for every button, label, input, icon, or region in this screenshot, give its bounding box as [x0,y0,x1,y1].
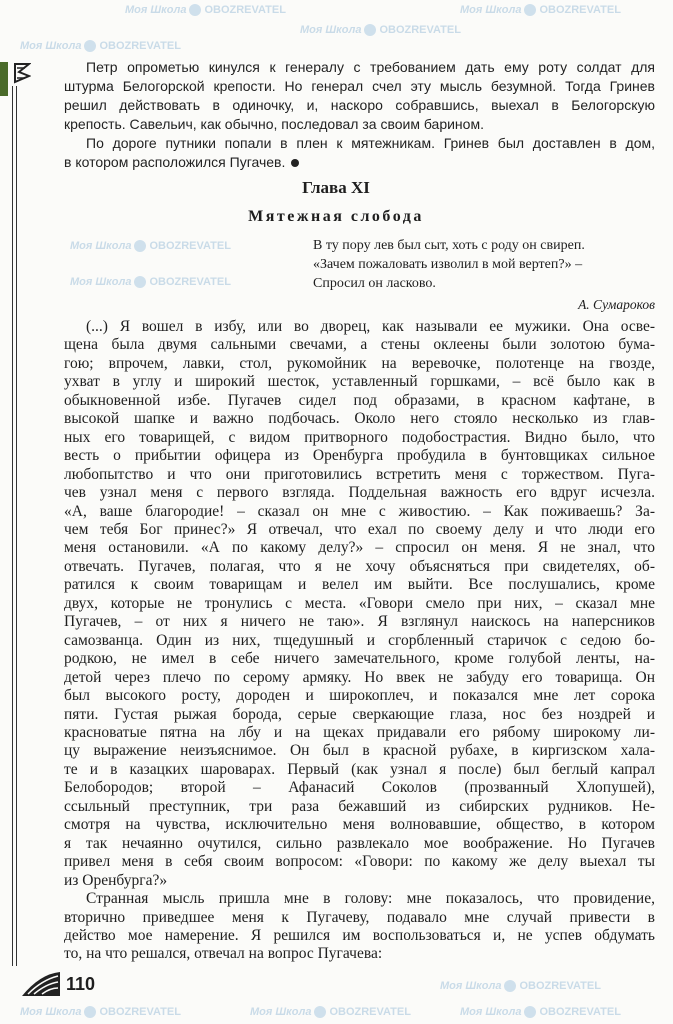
watermark-logo-icon [134,276,146,288]
text-line: вторично приведшее меня к Пугачеву, подавало мне случай привести в [64,908,655,926]
watermark [70,240,231,253]
epigraph-author: А. Сумароков [578,297,655,312]
summary-line: решил действовать в одиночку, и, наскоро собравшись, выехал в Белогорскую [64,97,655,113]
watermark-school: Моя Школа [460,4,522,16]
summary-line-final [64,153,655,172]
watermark [70,276,231,289]
left-edge-green-tab [0,62,8,96]
text-line: «А, ваше благородие! – сказал он мне с живостию. – Как поживаешь? За- [64,502,655,520]
watermark-brand: OBOZREVATEL [539,1006,621,1018]
end-bullet-icon [291,159,299,167]
watermark [20,40,181,53]
watermark [20,1006,181,1019]
text-line: родкою, не имел в себе ничего замечательного, кроме голубой ленты, на- [64,650,655,668]
watermark-logo-icon [524,1006,536,1018]
chapter-title: Мятежная слобода [248,208,424,225]
text-line: я так нечаянно очутился, сильно развлекало мое воображение. Но Пугачев [64,834,655,852]
watermark [125,4,286,17]
margin-double-rule [12,86,17,966]
watermark-brand: OBOZREVATEL [519,980,601,992]
text-line: ссыльный преступник, три раза бежавший из сибирских рудников. Не- [64,797,655,815]
summary-line-text: в котором расположился Пугачев. [64,154,286,170]
watermark-school: Моя Школа [440,980,502,992]
text-line: высокой шапке и важно подбочась. Около него стояло несколько из глав- [64,410,655,428]
text-line: весть о прибытии офицера из Оренбурга пробудила в бунтовщиках сильное [64,447,655,465]
text-line: то, на что решался, отвечал на вопрос Пугачева: [64,945,383,963]
feather-ornament-icon [13,62,31,84]
text-line: те и в казацких шароварах. Первый (как узнал я после) был беглый капрал [64,760,655,778]
watermark-school: Моя Школа [70,276,132,288]
watermark-brand: OBOZREVATEL [204,4,286,16]
text-line: щена была двумя сальными свечами, а стены оклеены были золотою бума- [64,336,655,354]
text-line: детой через плечо по серому армяку. Но ввек не забуду его товарища. Он [64,668,655,686]
watermark-brand: OBOZREVATEL [329,1006,411,1018]
text-line: Пугачев, – от них я ничего не таю». Я взглянул наискось на наперсников [64,613,655,631]
text-line: из Оренбурга?» [64,871,168,889]
text-line: смотря на чувства, исключительно меня волновавшие, общество, в котором [64,816,655,834]
text-line: гою; впрочем, лавки, стол, рукомойник на веревочке, полотенце на гвозде, [64,354,655,372]
watermark-school: Моя Школа [460,1006,522,1018]
page-number: 110 [66,974,96,994]
watermark-school: Моя Школа [20,1006,82,1018]
watermark [300,24,461,37]
text-line: (...) Я вошел в избу, или во дворец, как называли ее мужики. Она осве- [86,318,655,335]
text-line: ных его товарищей, с видом притворного подобострастия. Видно было, что [64,428,655,446]
text-line: меня остановили. «А по какому делу?» – спросил он меня. Я не знал, что [64,539,655,557]
summary-line: штурма Белогорской крепости. Но генерал счел эту мысль безумной. Тогда Гринев [64,78,655,94]
text-line: действо мое намерение. Я решился им воспользоваться и, не успев обдумать [64,926,655,944]
text-line: ратился к своим товарищам и велел им выйти. Все послушались, кроме [64,576,655,594]
text-line: самозванца. Один из них, тщедушный и сгорбленный старичок с седою бо- [64,631,655,649]
watermark-school: Моя Школа [20,40,82,52]
summary-line: По дороге путники попали в плен к мятежникам. Гринев был доставлен в дом, [86,135,655,151]
text-line: чем тебя Бог принес?» Я отвечал, что ехал по своему делу и что люди его [64,520,655,538]
epigraph-line: В ту пору лев был сыт, хоть с роду он свиреп. [313,238,585,253]
watermark-school: Моя Школа [300,24,362,36]
epigraph-line: Спросил он ласково. [313,276,436,291]
epigraph [313,236,585,293]
text-line: цу выражение неизъяснимое. Он был в красной рубахе, в киргизском хала- [64,742,655,760]
watermark-logo-icon [524,4,536,16]
watermark-brand: OBOZREVATEL [99,1006,181,1018]
watermark-brand: OBOZREVATEL [99,40,181,52]
text-line: привел меня в себя своим вопросом: «Говори: по какому же делу выехал ты [64,853,655,871]
watermark-brand: OBOZREVATEL [539,4,621,16]
watermark-logo-icon [134,240,146,252]
watermark [440,980,601,993]
epigraph-line: «Зачем пожаловать изволил в мой вертеп?» – [313,257,583,272]
text-line: отвечать. Пугачев, полагая, что я не хочу объясняться при свидетелях, об- [64,557,655,575]
watermark [460,1006,621,1019]
text-line: Белобородов; второй – Афанасий Соколов (прозванный Хлопушей), [64,779,655,797]
text-line: двух, которые не тронулись с места. «Говори смело при них, – сказал мне [64,594,655,612]
watermark [250,1006,411,1019]
text-line: красноватые пятна на лбу и на щеках придавали его рябому широкому ли- [64,723,655,741]
text-line: ухват в углу и широкий шесток, уставленный горшками, – всё было как в [64,373,655,391]
watermark-logo-icon [84,40,96,52]
watermark-logo-icon [504,980,516,992]
watermark-school: Моя Школа [250,1006,312,1018]
text-line: обыкновенной избе. Пугачев сидел под образами, в красном кафтане, в [64,391,655,409]
chapter-number: Глава XI [302,178,370,197]
watermark-brand: OBOZREVATEL [379,24,461,36]
text-line: пяти. Густая рыжая борода, серые сверкающие глаза, нос без ноздрей и [64,705,655,723]
page-corner-ornament-icon [20,970,64,998]
watermark [460,4,621,17]
watermark-logo-icon [84,1006,96,1018]
watermark-brand: OBOZREVATEL [149,240,231,252]
text-line: Странная мысль пришла мне в голову: мне показалось, что провидение, [86,890,655,908]
watermark-logo-icon [314,1006,326,1018]
summary-line: крепость. Савельич, как обычно, последовал за своим барином. [64,116,484,132]
watermark-school: Моя Школа [70,240,132,252]
watermark-school: Моя Школа [125,4,187,16]
watermark-brand: OBOZREVATEL [149,276,231,288]
text-line: был высокого росту, дороден и широкоплеч, и показался мне лет сорока [64,687,655,705]
watermark-logo-icon [189,4,201,16]
watermark-logo-icon [364,24,376,36]
main-text [64,318,655,964]
summary-line: Петр опрометью кинулся к генералу с требованием дать ему роту солдат для [86,59,655,75]
text-line: чев узнал меня с первого взгляда. Поддельная важность его вдруг исчезла. [64,484,655,502]
text-line: любопытство и что они приготовились встретить меня с торжеством. Пуга- [64,465,655,483]
chapter-summary [64,58,655,172]
